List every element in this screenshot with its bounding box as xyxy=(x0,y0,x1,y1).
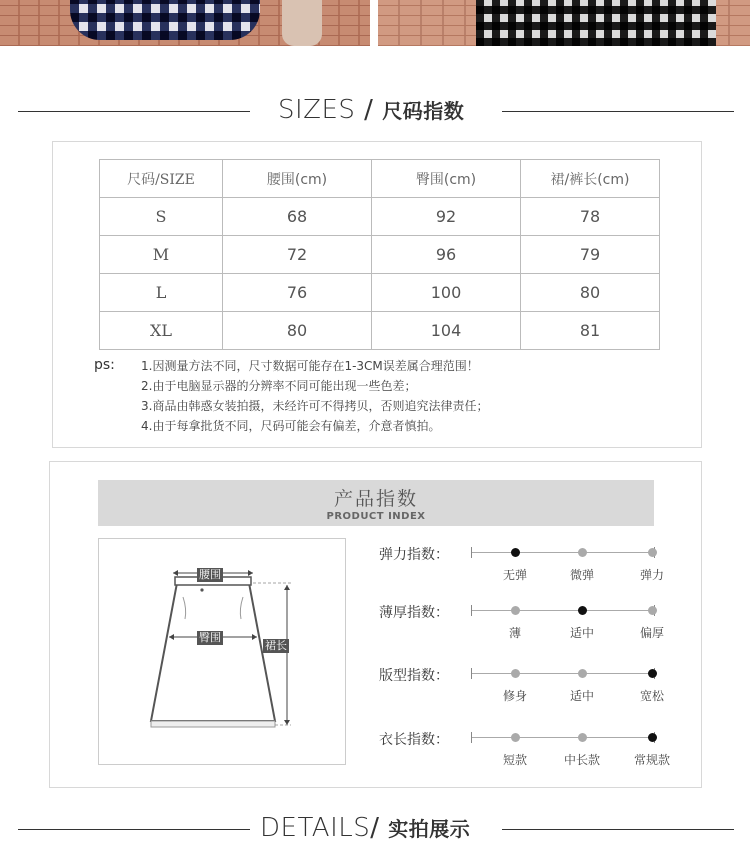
hip-cell: 104 xyxy=(372,312,521,350)
index-scale-track xyxy=(472,673,655,674)
product-index-banner xyxy=(98,480,654,526)
index-row-label: 弹力指数： xyxy=(379,547,449,563)
details-title: DETAILS/ 实拍展示 xyxy=(260,813,471,843)
length-cell: 81 xyxy=(521,312,660,350)
index-option-label: 修身 xyxy=(502,689,528,703)
index-option-label: 适中 xyxy=(569,689,595,703)
header-waist: 腰围(cm) xyxy=(223,160,372,198)
product-index-subtitle: PRODUCT INDEX xyxy=(326,511,426,522)
index-dot xyxy=(648,548,657,557)
header-length: 裙/裤长(cm) xyxy=(521,160,660,198)
note-item: 1.因测量方法不同，尺寸数据可能存在1-3CM误差属合理范围！ xyxy=(141,359,479,373)
size-cell: L xyxy=(100,274,223,312)
index-dot xyxy=(511,669,520,678)
notes-list xyxy=(141,356,488,436)
length-cell: 79 xyxy=(521,236,660,274)
index-row xyxy=(375,729,671,769)
note-item: 4.由于每拿批货不同，尺码可能会有偏差，介意者慎拍。 xyxy=(141,419,441,433)
waist-cell: 72 xyxy=(223,236,372,274)
product-photo-left xyxy=(0,0,370,46)
table-row xyxy=(100,312,660,350)
waist-cell: 76 xyxy=(223,274,372,312)
waist-cell: 80 xyxy=(223,312,372,350)
product-index-panel xyxy=(49,461,702,788)
index-dot-selected xyxy=(578,606,587,615)
note-item: 2.由于电脑显示器的分辨率不同可能出现一些色差； xyxy=(141,379,417,393)
table-row xyxy=(100,198,660,236)
index-row-label: 薄厚指数： xyxy=(379,605,449,621)
table-row xyxy=(100,274,660,312)
sizes-section-header xyxy=(0,93,750,129)
index-option-label: 薄 xyxy=(508,626,522,640)
index-option-label: 适中 xyxy=(569,626,595,640)
length-cell: 78 xyxy=(521,198,660,236)
hip-tag: 臀围 xyxy=(199,631,221,644)
product-index-title: 产品指数 xyxy=(333,488,418,510)
index-dot xyxy=(578,548,587,557)
length-cell: 80 xyxy=(521,274,660,312)
index-scale-cap xyxy=(471,547,472,558)
notes-label: ps: xyxy=(94,357,115,373)
index-option-label: 无弹 xyxy=(502,568,528,582)
index-scale-track xyxy=(472,737,655,738)
hip-cell: 92 xyxy=(372,198,521,236)
index-dot xyxy=(648,606,657,615)
index-option-label: 短款 xyxy=(502,753,528,767)
index-row xyxy=(375,602,665,642)
size-table xyxy=(99,159,660,350)
hip-cell: 96 xyxy=(372,236,521,274)
index-dot xyxy=(578,669,587,678)
index-dot-selected xyxy=(648,669,657,678)
index-option-label: 弹力 xyxy=(639,568,665,582)
sizes-title: SIZES / 尺码指数 xyxy=(278,95,465,125)
index-scale-cap xyxy=(471,732,472,743)
index-scale-cap xyxy=(471,605,472,616)
index-option-label: 常规款 xyxy=(633,753,671,767)
header-hip: 臀围(cm) xyxy=(372,160,521,198)
product-photo-right xyxy=(378,0,750,46)
index-row-label: 版型指数： xyxy=(379,668,449,684)
index-option-label: 偏厚 xyxy=(639,626,665,640)
index-option-label: 中长款 xyxy=(563,753,601,767)
index-dot-selected xyxy=(511,548,520,557)
waist-cell: 68 xyxy=(223,198,372,236)
index-option-label: 微弹 xyxy=(569,568,595,582)
hip-cell: 100 xyxy=(372,274,521,312)
size-cell: XL xyxy=(100,312,223,350)
size-cell: S xyxy=(100,198,223,236)
index-option-label: 宽松 xyxy=(639,689,665,703)
index-scale-cap xyxy=(471,668,472,679)
index-row-label: 衣长指数： xyxy=(379,732,449,748)
index-dot-selected xyxy=(648,733,657,742)
index-row xyxy=(375,665,665,705)
size-cell: M xyxy=(100,236,223,274)
index-dot xyxy=(511,733,520,742)
index-row xyxy=(375,544,665,584)
index-scale-track xyxy=(472,552,655,553)
waist-tag: 腰围 xyxy=(199,568,221,581)
index-dot xyxy=(511,606,520,615)
index-dot xyxy=(578,733,587,742)
header-size: 尺码/SIZE xyxy=(100,160,223,198)
size-chart-panel xyxy=(52,141,702,448)
table-row xyxy=(100,236,660,274)
skirt-measure-diagram xyxy=(98,538,346,765)
table-header-row xyxy=(100,160,660,198)
length-tag: 裙长 xyxy=(265,639,287,652)
details-section-header xyxy=(0,811,750,847)
index-scale-track xyxy=(472,610,655,611)
note-item: 3.商品由韩惑女装拍摄，未经许可不得拷贝，否则追究法律责任； xyxy=(141,399,489,413)
